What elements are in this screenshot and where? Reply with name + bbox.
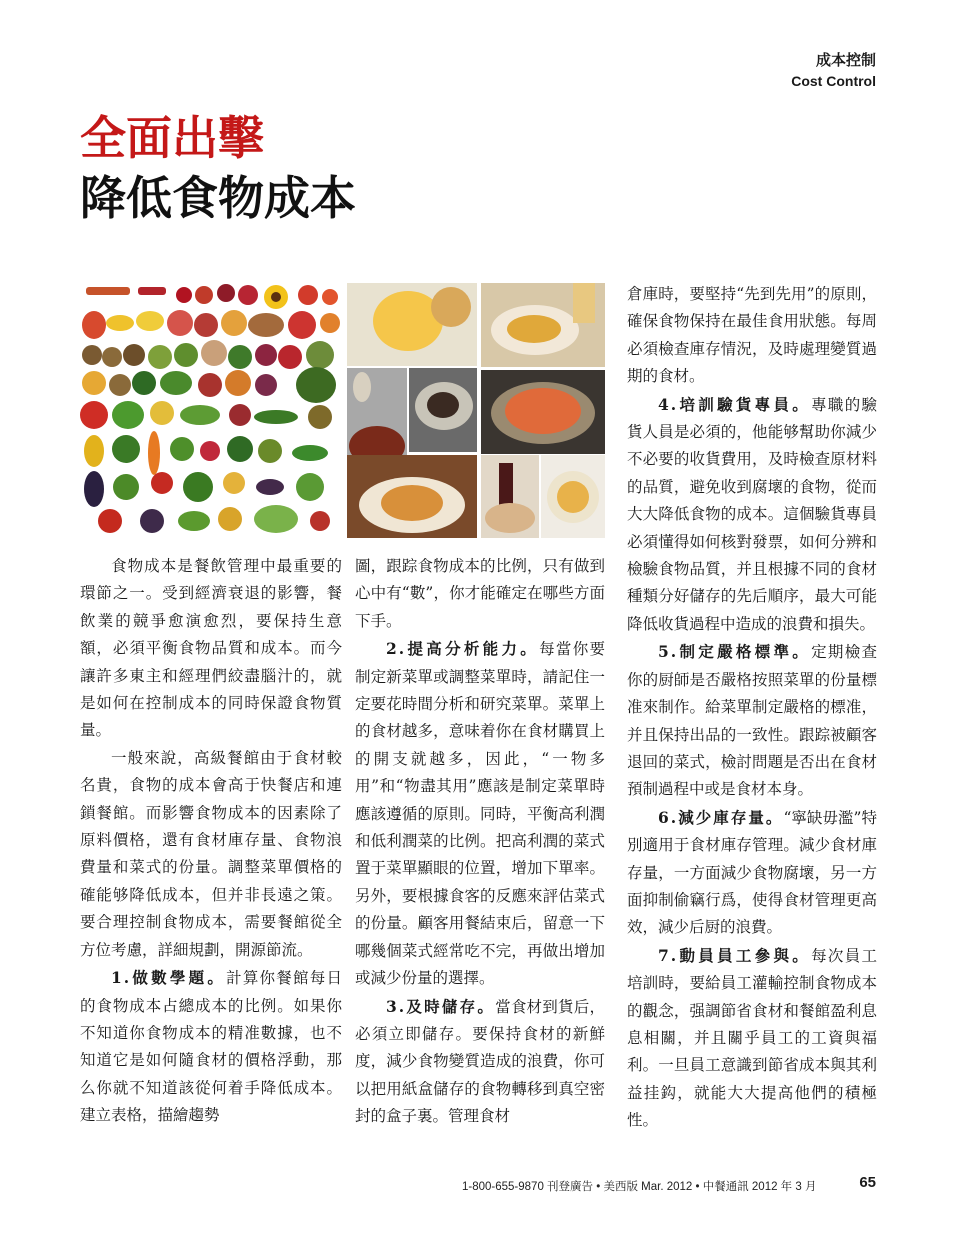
section-label-zh: 成本控制: [815, 51, 876, 69]
tip-3-heading: 3.及時儲存。: [386, 996, 496, 1016]
headline: [80, 108, 356, 228]
tip-3-body: 當食材到貨后，必須立即儲存。要保持食材的新鮮度，減少食物變質造成的浪費，你可以把用紙盒儲存的食物轉移到真空密封的盒子裏。管理食材: [355, 997, 605, 1126]
tip-1-heading: 1.做數學題。: [111, 968, 227, 988]
tip-1-body: 計算你餐館每日的食物成本占總成本的比例。如果你不知道你食物成本的精准數據，也不知道它是如何隨食材的價格浮動，那么你就不知道該從何着手降低成本。建立表格，描繪趨勢: [80, 969, 342, 1125]
tip-6: [627, 804, 877, 942]
tip-2-heading: 2.提高分析能力。: [386, 639, 540, 659]
tip-4: [627, 391, 877, 639]
paragraph-restaurant-cost: 一般來說，高級餐館由于食材較名貴，食物的成本會高于快餐店和連鎖餐館。而影響食物成本的因素除了原料價格，還有食材庫存量、食物浪費量和菜式的份量。調整菜單價格的確能够降低成本，但并非長遠之策。要合理控制食物成本，需要餐館從全方位考慮，詳細規劃，開源節流。: [80, 748, 342, 959]
tip-5-body: 定期檢查你的厨師是否嚴格按照菜單的份量標准來制作。給菜單制定嚴格的標准，并且保持出品的一致性。跟踪被顧客退回的菜式，檢討問題是否出在食材預制過程中或是食材本身。: [627, 643, 877, 799]
tip-5: [627, 638, 877, 803]
tip-7: [627, 942, 877, 1135]
tip-3: [355, 993, 605, 1131]
tip-6-heading: 6.減少庫存量。: [658, 807, 784, 827]
tip-1: [80, 964, 342, 1129]
tip-2-body: 每當你要制定新菜單或調整菜單時，請記住一定要花時間分析和研究菜單。菜單上的食材越多，意味着你在食材購買上的開支就越多，因此，“一物多用”和“物盡其用”應該是制定菜單時應該遵循的原則。同時，平衡高利潤和低利潤菜的比例。把高利潤的菜式置于菜單顯眼的位置，增加下單率。另外，要根據食客的反應來評估菜式的份量。顧客用餐結束后，留意一下哪幾個菜式經常吃不完，再做出增加或減少份量的選擇。: [355, 640, 605, 988]
food-photo-8: [541, 455, 605, 538]
tip-7-heading: 7.動員員工參與。: [658, 945, 812, 965]
food-photo-3: [409, 368, 477, 452]
tip-6-body: “寧缺毋濫”特別適用于食材庫存管理。減少食材庫存量，一方面減少食物腐壞，另一方面抑制偷竊行爲，使得食材管理更高效，減少后厨的浪費。: [627, 808, 877, 937]
footer-info: 1-800-655-9870 刊登廣告 • 美西版 Mar. 2012 • 中餐通訊 2012 年 3 月: [462, 1181, 817, 1193]
article-column-3: [627, 281, 877, 1135]
food-photo-5: [481, 370, 605, 454]
section-label-en: Cost Control: [791, 73, 876, 89]
food-photo-4: [481, 283, 605, 367]
paragraph-intro: 食物成本是餐飲管理中最重要的環節之一。受到經濟衰退的影響，餐飲業的競爭愈演愈烈，要保持生意額，必須平衡食物品質和成本。而今讓許多東主和經理們絞盡腦汁的，就是如何在控制成本的同時保證食物質量。: [80, 557, 342, 740]
produce-illustration: [80, 283, 342, 535]
article-column-1: [80, 553, 342, 1130]
fruits-vegetables-image: [80, 283, 342, 535]
tip-4-heading: 4.培訓驗貨專員。: [658, 394, 812, 414]
food-photo-7: [481, 455, 539, 538]
section-label: [791, 50, 876, 92]
tip-2: [355, 635, 605, 992]
paragraph-tip-1-continued: 圖，跟踪食物成本的比例，只有做到心中有“數”，你才能確定在哪些方面下手。: [355, 557, 605, 630]
page-number: 65: [859, 1174, 876, 1191]
food-photo-6: [347, 455, 477, 538]
paragraph-tip-3-continued: 倉庫時，要堅持“先到先用”的原則，確保食物保持在最佳食用狀態。每周必須檢查庫存情況，及時處理變質過期的食材。: [627, 285, 877, 386]
tip-5-heading: 5.制定嚴格標準。: [658, 642, 812, 662]
headline-line-2: 降低食物成本: [80, 171, 356, 225]
headline-line-1: 全面出擊: [80, 111, 264, 165]
article-column-2: [355, 553, 605, 1131]
food-photo-1: [347, 283, 477, 366]
tip-7-body: 每次員工培訓時，要給員工灌輸控制食物成本的觀念，强調節省食材和餐館盈利息息相關，并且關乎員工的工資與福利。一旦員工意識到節省成本與其利益挂鈎，就能大大提高他們的積極性。: [627, 946, 877, 1130]
tip-4-body: 專職的驗貨人員是必須的，他能够幫助你減少不必要的收貨費用，及時檢查原材料的品質，避免收到腐壞的食物，從而大大降低食物的成本。這個驗貨專員必須懂得如何核對發票，如何分辨和檢驗食物品質，并且根據不同的食材種類分好儲存的先后順序，最大可能降低收貨過程中造成的浪費和損失。: [627, 395, 877, 633]
